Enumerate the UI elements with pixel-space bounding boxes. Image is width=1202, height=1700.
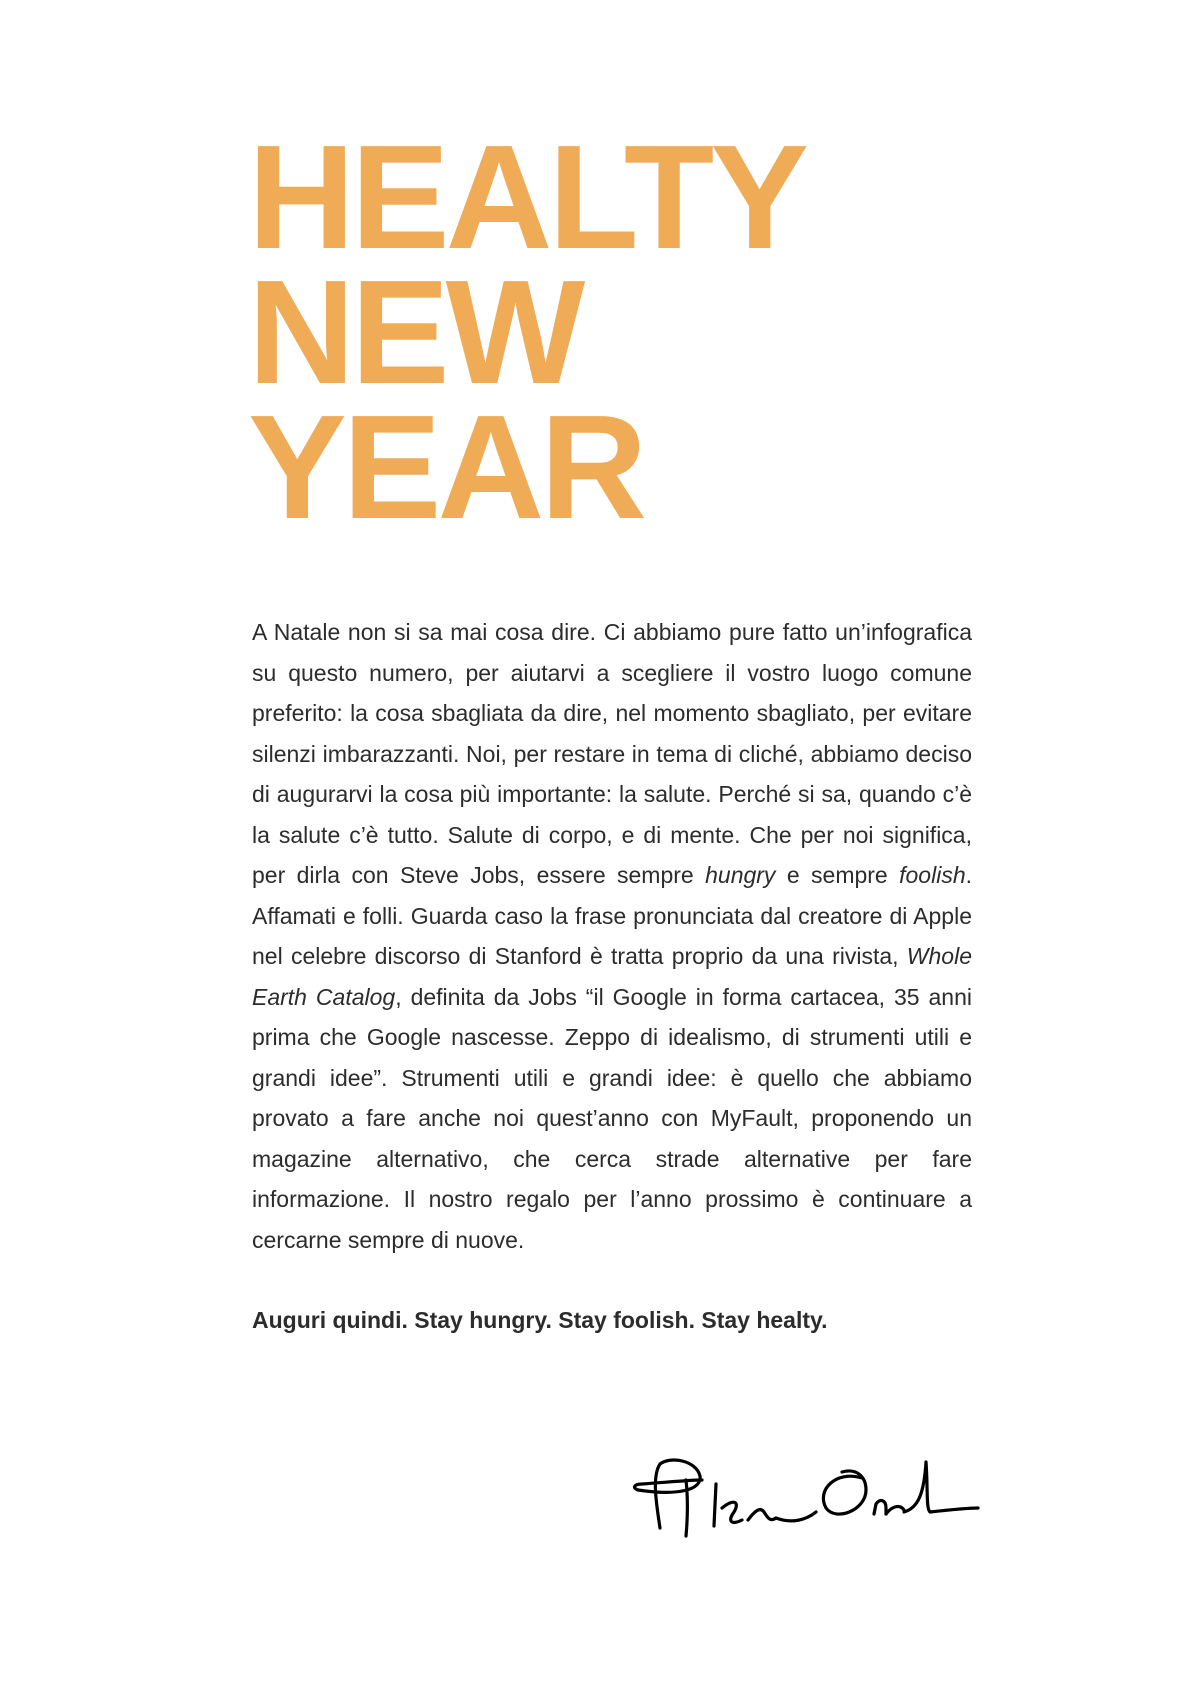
- headline-line-1: HEALTY: [248, 115, 806, 280]
- foolish-emphasis: foolish: [899, 862, 966, 888]
- body-text-part-3: . Affamati e folli. Guarda caso la frase pronunciata dal creatore di Apple nel celebre discorso di Stanford è tratta proprio da una rivista,: [252, 862, 972, 969]
- headline-line-3: YEAR: [248, 385, 644, 550]
- closing-line: Auguri quindi. Stay hungry. Stay foolish. Stay healty.: [252, 1307, 828, 1333]
- headline: [248, 115, 806, 550]
- hungry-emphasis: hungry: [705, 862, 776, 888]
- body-text-part-4: , definita da Jobs “il Google in forma cartacea, 35 anni prima che Google nascesse. Zeppo di idealismo, di strumenti utili e grandi idee”. Strumenti utili e grandi idee: è quello che abbiamo provato a fare anche noi quest’anno con MyFault, proponendo un magazine alternativo, che cerca strade alternative per fare informazione. Il nostro regalo per l’anno prossimo è continuare a cercarne sempre di nuove.: [252, 983, 972, 1253]
- body-text-part-2: e sempre: [775, 862, 900, 888]
- body-text-part-1: A Natale non si sa mai cosa dire. Ci abbiamo pure fatto un’infografica su questo numero, per aiutarvi a scegliere il vostro luogo comune preferito: la cosa sbagliata da dire, nel momento sbagliato, per evitare silenzi imbarazzanti. Noi, per restare in tema di cliché, abbiamo deciso di augurarvi la cosa più importante: la salute. Perché si sa, quando c’è la salute c’è tutto. Salute di corpo, e di mente. Che per noi significa, per dirla con Steve Jobs, essere sempre: [252, 619, 972, 888]
- body-paragraph: [252, 612, 972, 1260]
- signature-image: [630, 1450, 980, 1550]
- headline-line-2: NEW: [248, 250, 582, 415]
- magazine-title-emphasis: Whole Earth Catalog: [252, 943, 972, 1010]
